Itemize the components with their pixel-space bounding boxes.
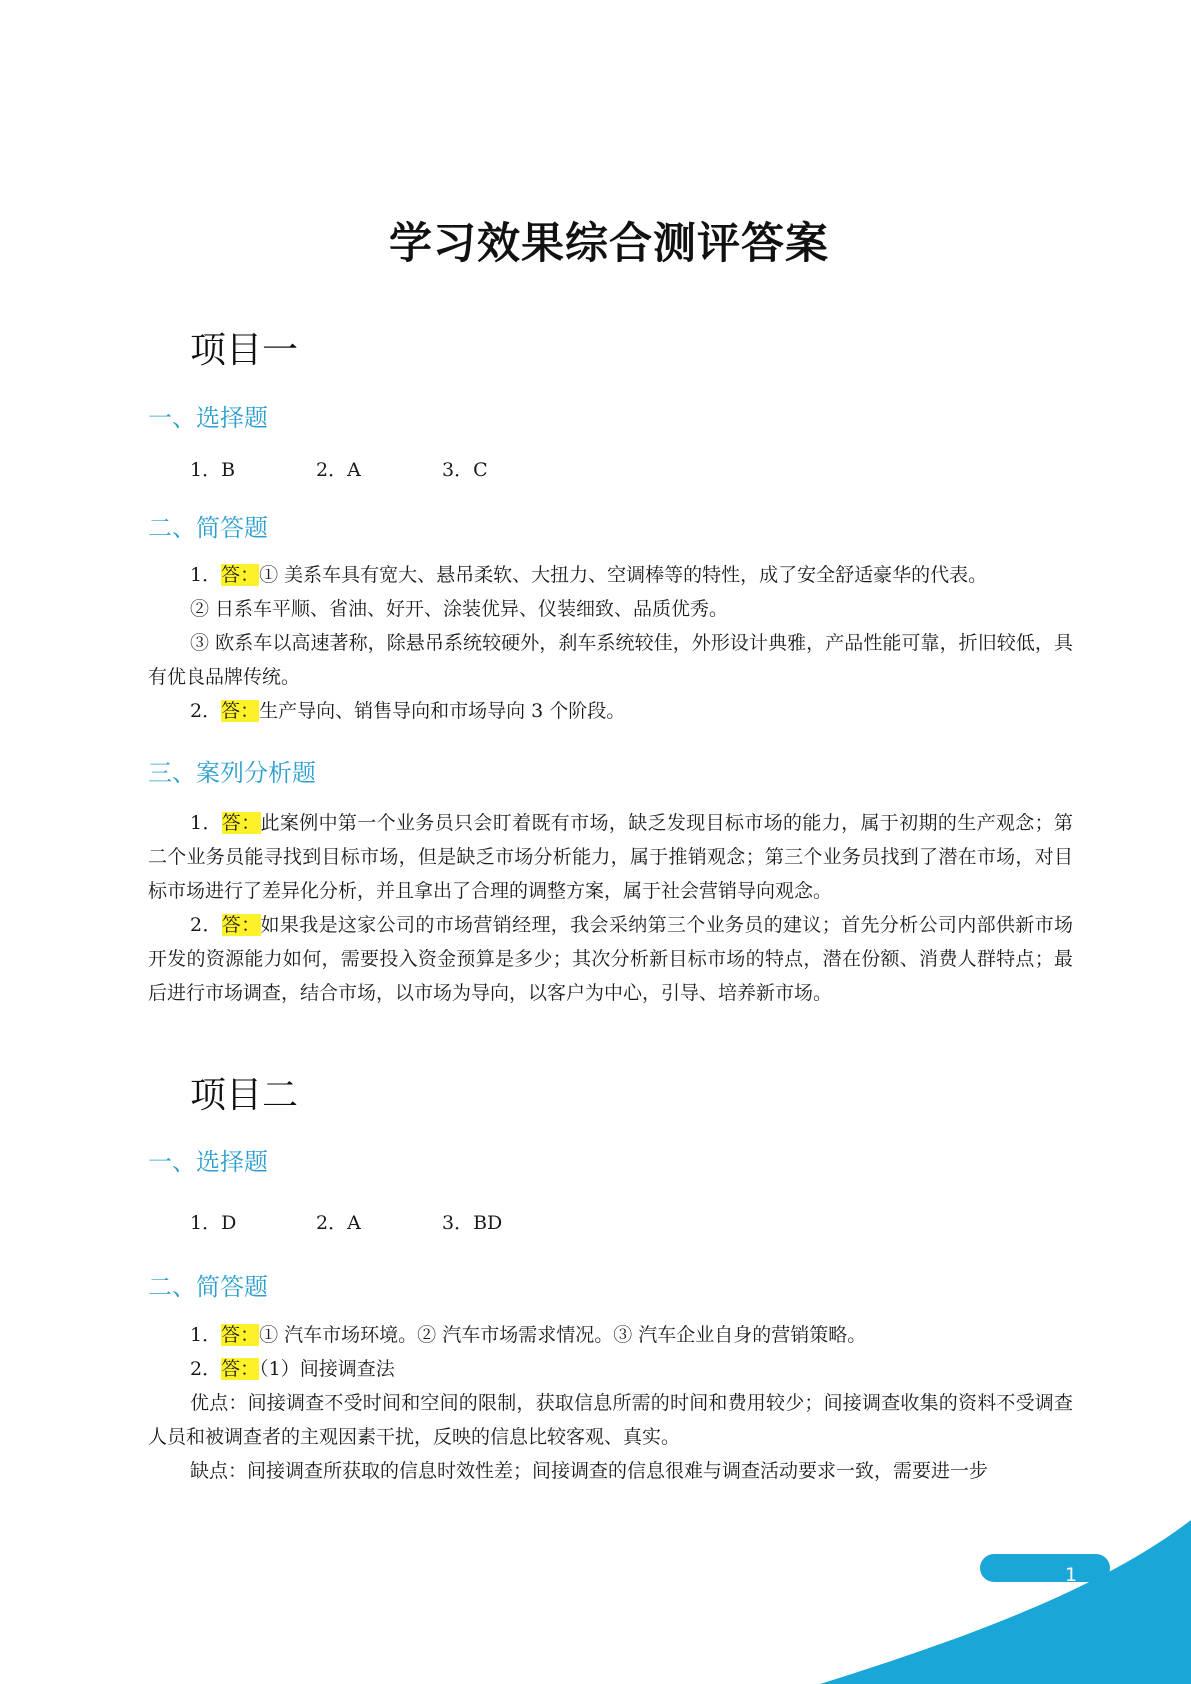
answer-paragraph [148,558,1073,592]
question-number: 1． [190,1324,222,1346]
answer-paragraph [148,806,1073,908]
answer-label: 答： [221,1358,260,1380]
choice-answer: 1．B [190,459,236,481]
answer-text: 缺点：间接调查所获取的信息时效性差；间接调查的信息很难与调查活动要求一致，需要进一步 [190,1460,989,1482]
answer-text: ① 美系车具有宽大、悬吊柔软、大扭力、空调棒等的特性，成了安全舒适豪华的代表。 [259,564,988,586]
answer-paragraph [148,1318,1073,1352]
answer-text: ③ 欧系车以高速著称，除悬吊系统较硬外，刹车系统较佳，外形设计典雅，产品性能可靠，折旧较低，具有优良品牌传统。 [148,632,1073,688]
choice-answer: 2．A [316,1212,361,1234]
answer-text: 优点：间接调查不受时间和空间的限制，获取信息所需的时间和费用较少；间接调查收集的资料不受调查人员和被调查者的主观因素干扰，反映的信息比较客观、真实。 [148,1392,1073,1448]
answer-label: 答： [221,564,260,586]
choice-answer: 2．A [316,459,361,481]
answer-paragraph [148,626,1073,694]
project-heading-1: 项目一 [190,330,299,371]
choice-answers-2 [190,1208,568,1235]
choice-answers-1 [190,455,568,482]
project-heading-2: 项目二 [190,1075,299,1116]
question-number: 1． [190,812,222,834]
answer-text: 此案例中第一个业务员只会盯着既有市场，缺乏发现目标市场的能力，属于初期的生产观念；第二个业务员能寻找到目标市场，但是缺乏市场分析能力，属于推销观念；第三个业务员找到了潜在市场，对目标市场进行了差异化分析，并且拿出了合理的调整方案，属于社会营销导向观念。 [148,812,1073,902]
answer-text: 生产导向、销售导向和市场导向 3 个阶段。 [259,700,626,722]
section-heading-short-answer-1: 二、简答题 [148,514,268,542]
answer-text: ② 日系车平顺、省油、好开、涂装优异、仪装细致、品质优秀。 [190,598,729,620]
answer-paragraph [148,592,1073,626]
answer-paragraph [148,1454,1073,1488]
answer-paragraph [148,1352,1073,1386]
section-heading-case-analysis-1: 三、案列分析题 [148,759,316,787]
answer-text: ① 汽车市场环境。② 汽车市场需求情况。③ 汽车企业自身的营销策略。 [259,1324,867,1346]
page-number: 1 [1065,1564,1078,1586]
answer-paragraph [148,908,1073,1010]
question-number: 2． [190,700,222,722]
section-heading-choice-2: 一、选择题 [148,1148,268,1176]
answer-label: 答： [221,812,261,834]
choice-answer: 3．BD [442,1212,503,1234]
answer-label: 答： [221,914,261,936]
answer-text: （1）间接调查法 [259,1358,395,1380]
question-number: 2． [190,1358,222,1380]
section-heading-choice-1: 一、选择题 [148,404,268,432]
section-heading-short-answer-2: 二、简答题 [148,1273,268,1301]
question-number: 1． [190,564,222,586]
footer-wave-decoration [0,1520,1191,1684]
answer-label: 答： [221,700,260,722]
answer-paragraph [148,1386,1073,1454]
answer-text: 如果我是这家公司的市场营销经理，我会采纳第三个业务员的建议；首先分析公司内部供新市场开发的资源能力如何，需要投入资金预算是多少；其次分析新目标市场的特点，潜在份额、消费人群特点；最后进行市场调查，结合市场，以市场为导向，以客户为中心，引导、培养新市场。 [148,914,1073,1004]
choice-answer: 3．C [442,459,488,481]
answer-label: 答： [221,1324,260,1346]
choice-answer: 1．D [190,1212,237,1234]
question-number: 2． [190,914,222,936]
answer-paragraph [148,694,1073,728]
document-title: 学习效果综合测评答案 [389,219,829,269]
